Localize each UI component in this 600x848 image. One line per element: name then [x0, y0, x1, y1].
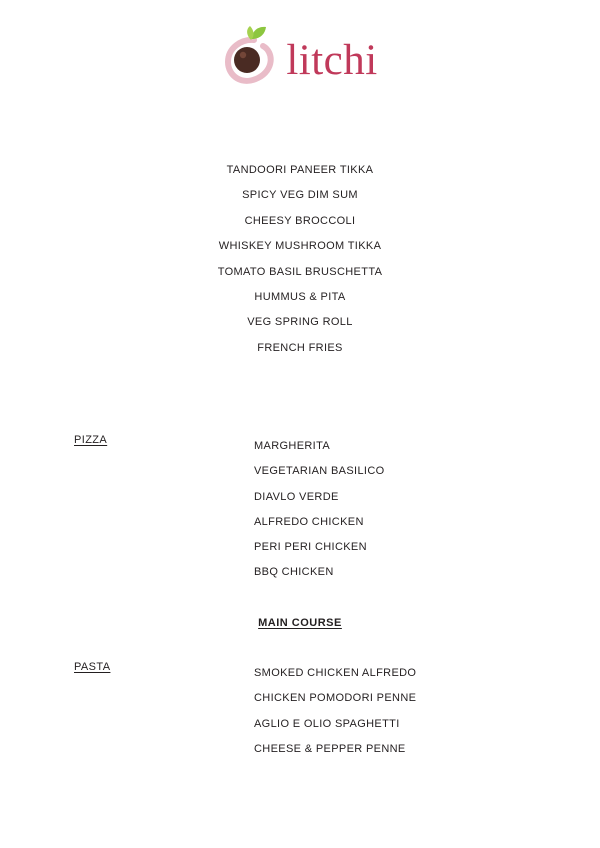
main-course-heading — [0, 613, 600, 631]
pizza-items — [254, 434, 600, 586]
list-item: VEGETARIAN BASILICO — [254, 465, 385, 478]
list-item: PERI PERI CHICKEN — [254, 541, 367, 554]
pasta-items — [254, 661, 600, 762]
section-heading-pizza: PIZZA — [74, 434, 108, 446]
logo-inner — [222, 26, 377, 88]
section-pizza — [0, 434, 600, 586]
brand-wordmark: litchi — [286, 37, 378, 84]
list-item: BBQ CHICKEN — [254, 566, 334, 579]
list-item: MARGHERITA — [254, 440, 331, 452]
brand-logo — [0, 22, 600, 92]
list-item: FRENCH FRIES — [257, 341, 343, 354]
starters-list — [0, 158, 600, 361]
list-item: VEG SPRING ROLL — [247, 316, 353, 329]
list-item: SPICY VEG DIM SUM — [242, 189, 358, 202]
list-item: HUMMUS & PITA — [254, 291, 346, 304]
list-item: TANDOORI PANEER TIKKA — [226, 164, 374, 176]
list-item: SMOKED CHICKEN ALFREDO — [254, 667, 417, 679]
section-heading-pasta: PASTA — [74, 661, 111, 673]
list-item: DIAVLO VERDE — [254, 490, 339, 503]
section-pasta — [0, 661, 600, 762]
list-item: AGLIO E OLIO SPAGHETTI — [254, 717, 400, 730]
list-item: CHEESY BROCCOLI — [244, 214, 356, 227]
list-item: WHISKEY MUSHROOM TIKKA — [218, 240, 382, 253]
litchi-fruit-icon — [222, 26, 280, 88]
list-item: TOMATO BASIL BRUSCHETTA — [217, 265, 383, 278]
list-item: CHICKEN POMODORI PENNE — [254, 692, 417, 705]
main-course-heading-label: MAIN COURSE — [258, 617, 342, 629]
section-row — [0, 434, 600, 586]
section-row — [0, 661, 600, 762]
list-item: ALFREDO CHICKEN — [254, 515, 364, 528]
list-item: CHEESE & PEPPER PENNE — [254, 742, 406, 755]
